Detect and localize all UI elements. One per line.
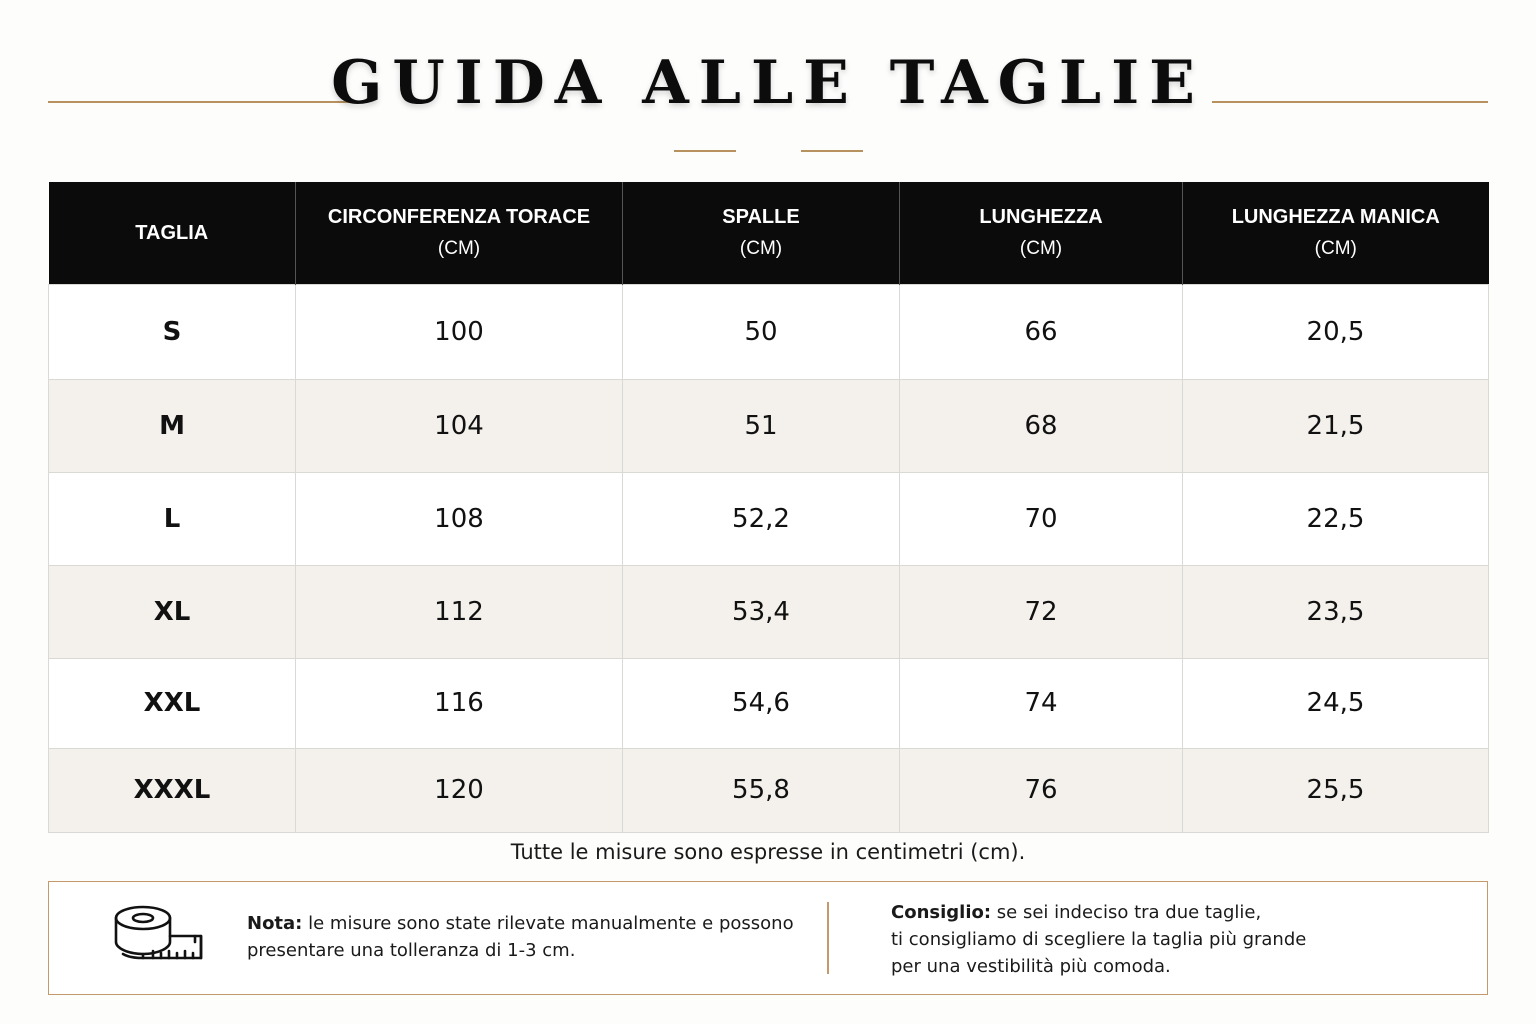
table-row [49,284,1489,379]
page-title: GUIDA ALLE TAGLIE [331,48,1205,118]
table-row [49,565,1489,658]
header-label: SPALLE [722,205,800,228]
title-ornament-left [674,150,736,152]
measuring-tape-icon [113,902,205,968]
manica-cell: 21,5 [1183,379,1489,472]
notes-box [48,881,1488,995]
header-cell-manica [1183,182,1489,284]
nota-label: Nota: [247,913,303,934]
table-row [49,658,1489,748]
manica-cell: 20,5 [1183,284,1489,379]
lunghezza-cell: 74 [900,658,1183,748]
title-area [0,40,1536,130]
header-unit: (CM) [437,237,481,259]
header-cell-taglia [49,182,296,284]
size-table [48,182,1489,833]
header-label: LUNGHEZZA MANICA [1231,205,1440,228]
spalle-cell: 50 [623,284,900,379]
title-ornament-right [801,150,863,152]
manica-cell: 24,5 [1183,658,1489,748]
consiglio-line1: se sei indeciso tra due taglie, [991,902,1262,923]
lunghezza-cell: 66 [900,284,1183,379]
size-cell: L [49,472,296,565]
spalle-cell: 52,2 [623,472,900,565]
size-cell: S [49,284,296,379]
header-cell-spalle [623,182,900,284]
size-cell: M [49,379,296,472]
lunghezza-cell: 70 [900,472,1183,565]
table-row [49,748,1489,832]
torace-cell: 108 [296,472,623,565]
manica-cell: 25,5 [1183,748,1489,832]
size-cell: XL [49,565,296,658]
manica-cell: 22,5 [1183,472,1489,565]
torace-cell: 112 [296,565,623,658]
manica-cell: 23,5 [1183,565,1489,658]
torace-cell: 120 [296,748,623,832]
measurement-footnote: Tutte le misure sono espresse in centimetri (cm). [510,840,1026,864]
nota-line1: le misure sono state rilevate manualmente e possono [302,913,794,934]
header-label: LUNGHEZZA [979,205,1103,228]
spalle-cell: 54,6 [623,658,900,748]
notes-divider [827,902,829,974]
spalle-cell: 55,8 [623,748,900,832]
header-label: TAGLIA [135,221,209,244]
consiglio-label: Consiglio: [891,902,992,923]
header-unit: (CM) [1314,237,1357,259]
header-unit: (CM) [1019,237,1063,259]
size-cell: XXXL [49,748,296,832]
spalle-cell: 51 [623,379,900,472]
spalle-cell: 53,4 [623,565,900,658]
torace-cell: 116 [296,658,623,748]
lunghezza-cell: 76 [900,748,1183,832]
table-row [49,379,1489,472]
table-header-row [49,182,1489,284]
title-rule-right [1212,101,1488,103]
table-row [49,472,1489,565]
nota-line2: presentare una tolleranza di 1-3 cm. [247,940,576,961]
header-cell-torace [296,182,623,284]
torace-cell: 100 [296,284,623,379]
header-unit: (CM) [739,237,783,259]
consiglio-line3: per una vestibilità più comoda. [891,956,1171,977]
consiglio-text [891,899,1451,980]
lunghezza-cell: 68 [900,379,1183,472]
header-cell-lunghezza [900,182,1183,284]
torace-cell: 104 [296,379,623,472]
consiglio-line2: ti consigliamo di scegliere la taglia più grande [891,929,1307,950]
size-cell: XXL [49,658,296,748]
nota-text [247,910,807,964]
header-label: CIRCONFERENZA TORACE [327,205,591,228]
lunghezza-cell: 72 [900,565,1183,658]
